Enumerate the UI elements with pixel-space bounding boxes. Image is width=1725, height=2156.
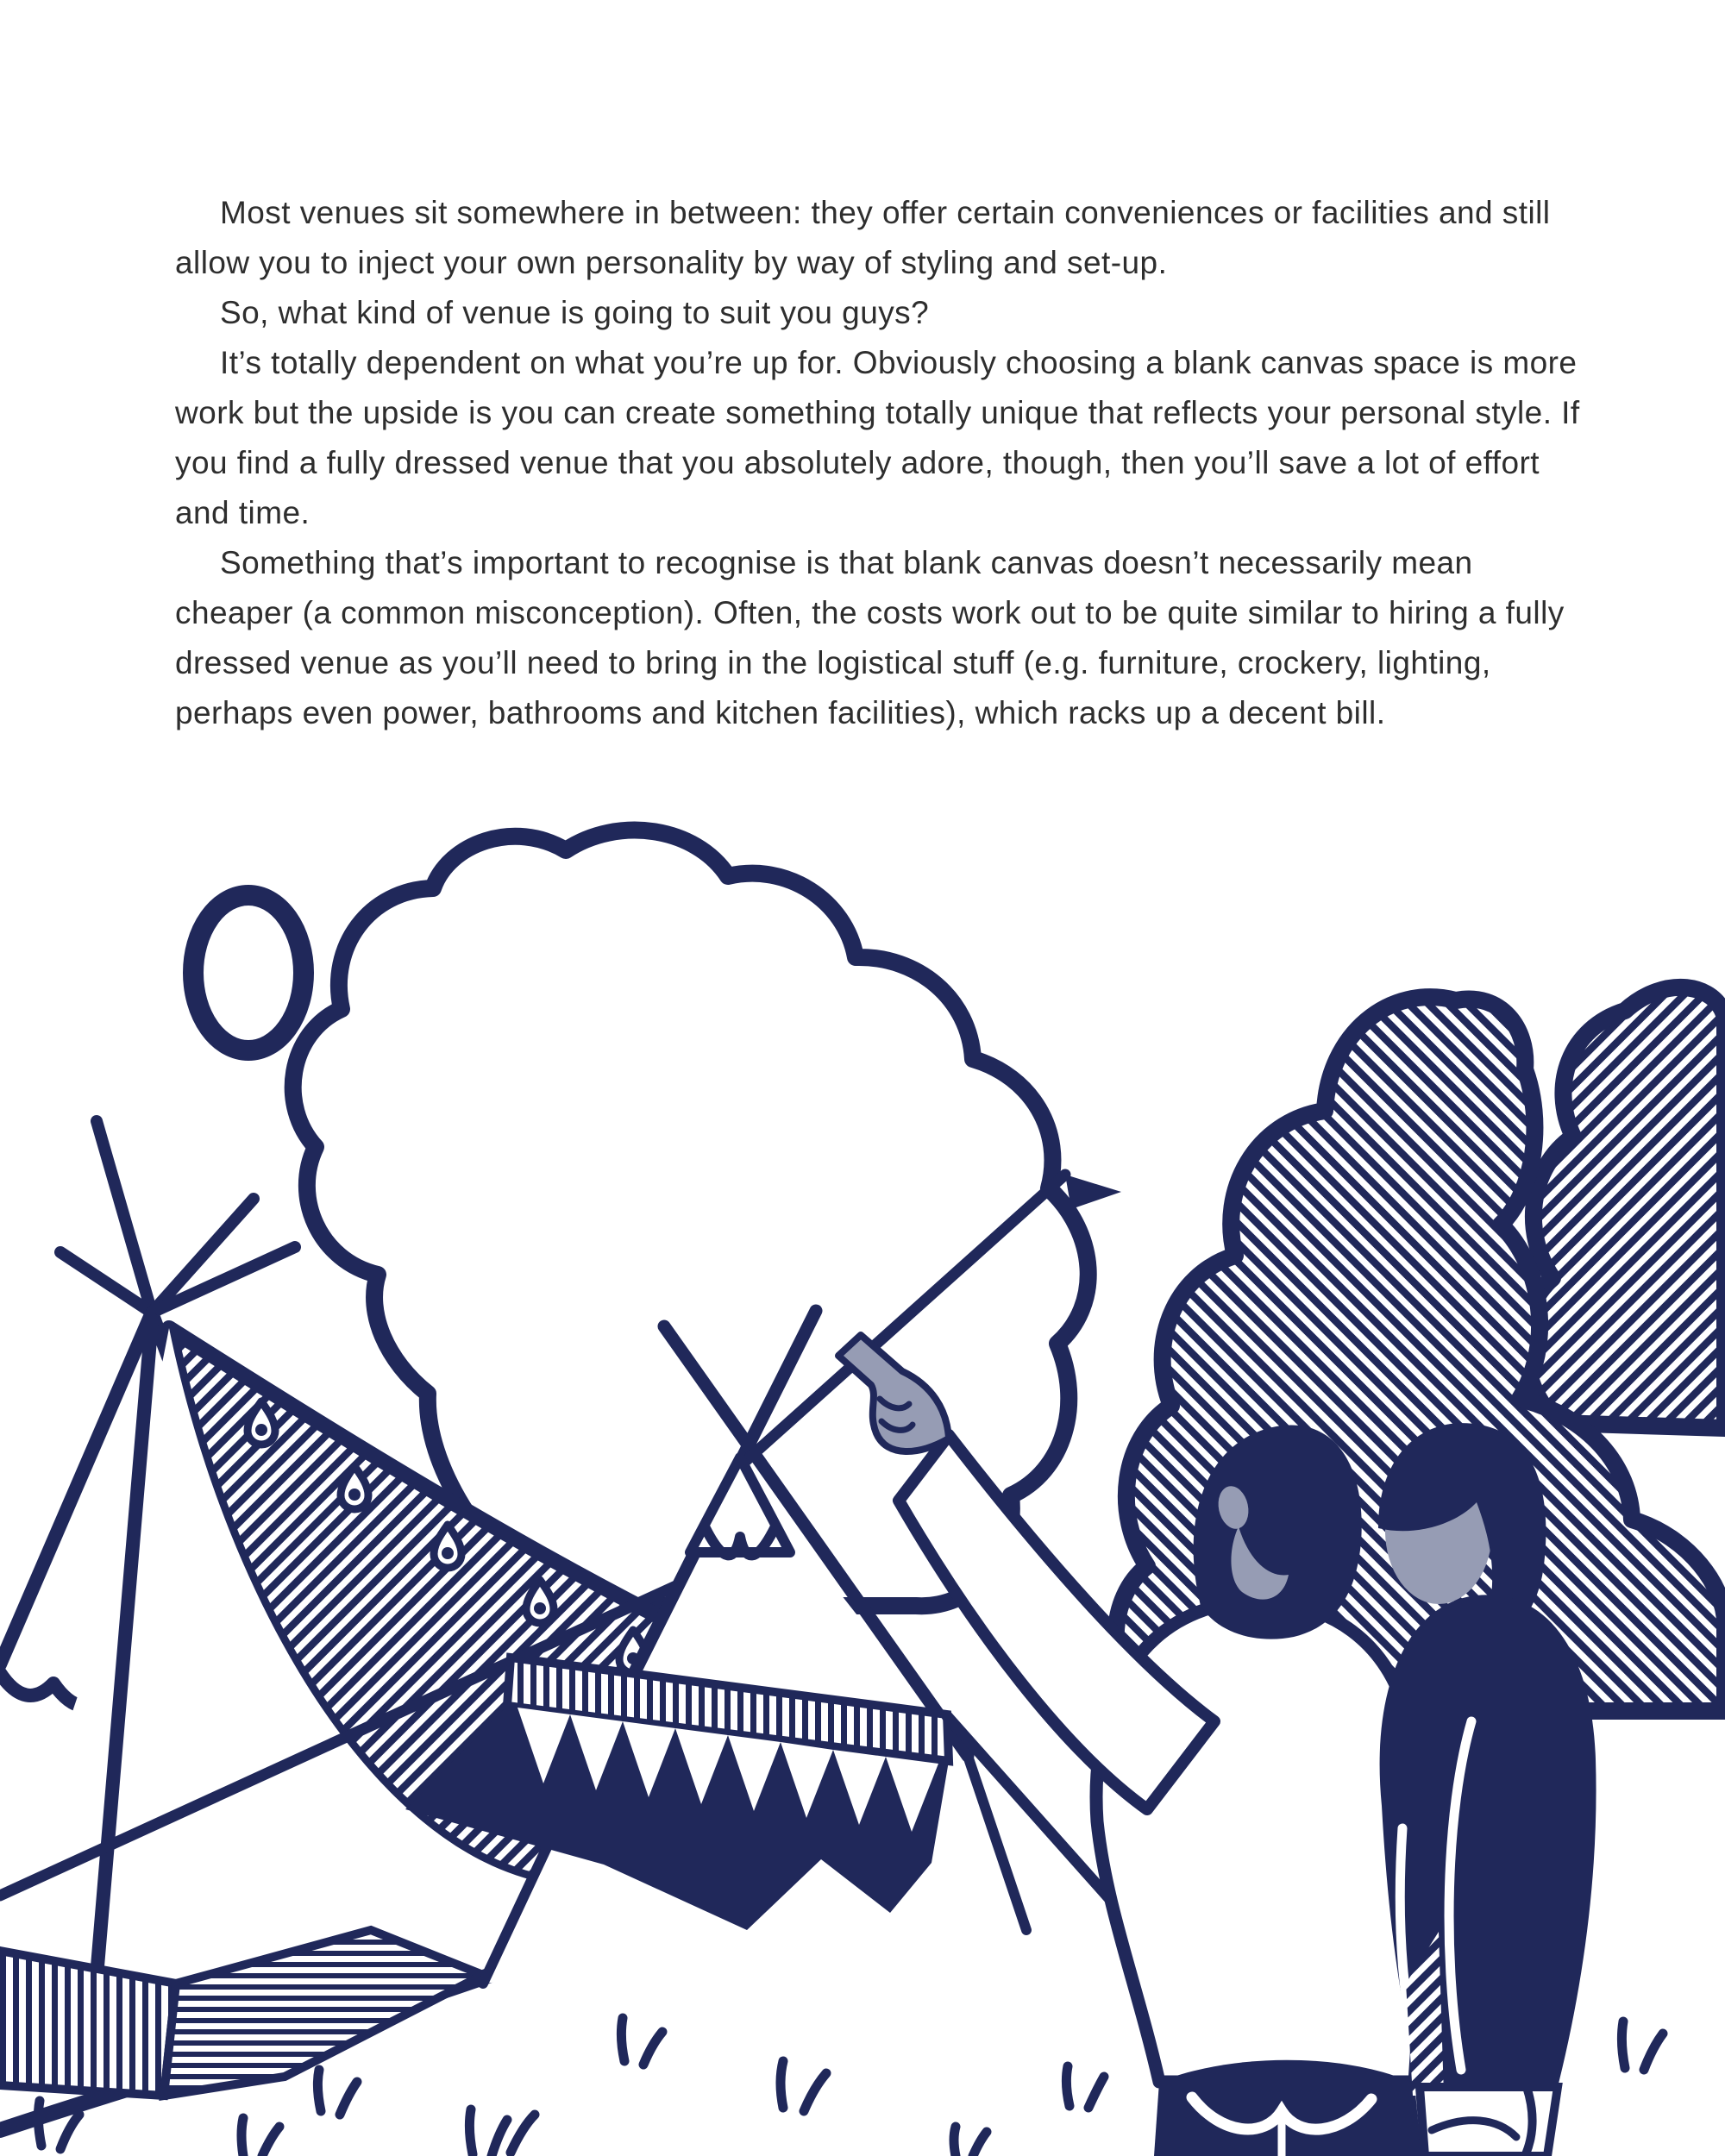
paragraph: Most venues sit somewhere in between: they offer certain conveniences or facilities and still allow you to inject your own personality by way of styling and set-up. (175, 195, 1551, 280)
paragraph: So, what kind of venue is going to suit you guys? (220, 295, 930, 330)
sun-icon (193, 895, 304, 1050)
tree-far-right (1525, 987, 1725, 1428)
pennant-flag (1065, 1175, 1121, 1209)
paragraph: Something that’s important to recognise is that blank canvas doesn’t necessarily mean cheaper (a common misconception). Often, the costs work out to be quite similar to hiring a fully dressed venue as you’ll need to bring in the logistical stuff (e.g. furniture, crockery, lighting, perhaps even power, bathrooms and kitchen facilities), which racks up a decent bill. (175, 545, 1565, 730)
teepee-left-poles (60, 1121, 295, 1313)
pointing-hand (838, 1335, 949, 1451)
paragraph: It’s totally dependent on what you’re up for. Obviously choosing a blank canvas space is more work but the upside is you can create something totally unique that reflects your personal style. If you find a fully dressed venue that you absolutely adore, though, then you’ll save a lot of effort and time. (175, 345, 1580, 530)
